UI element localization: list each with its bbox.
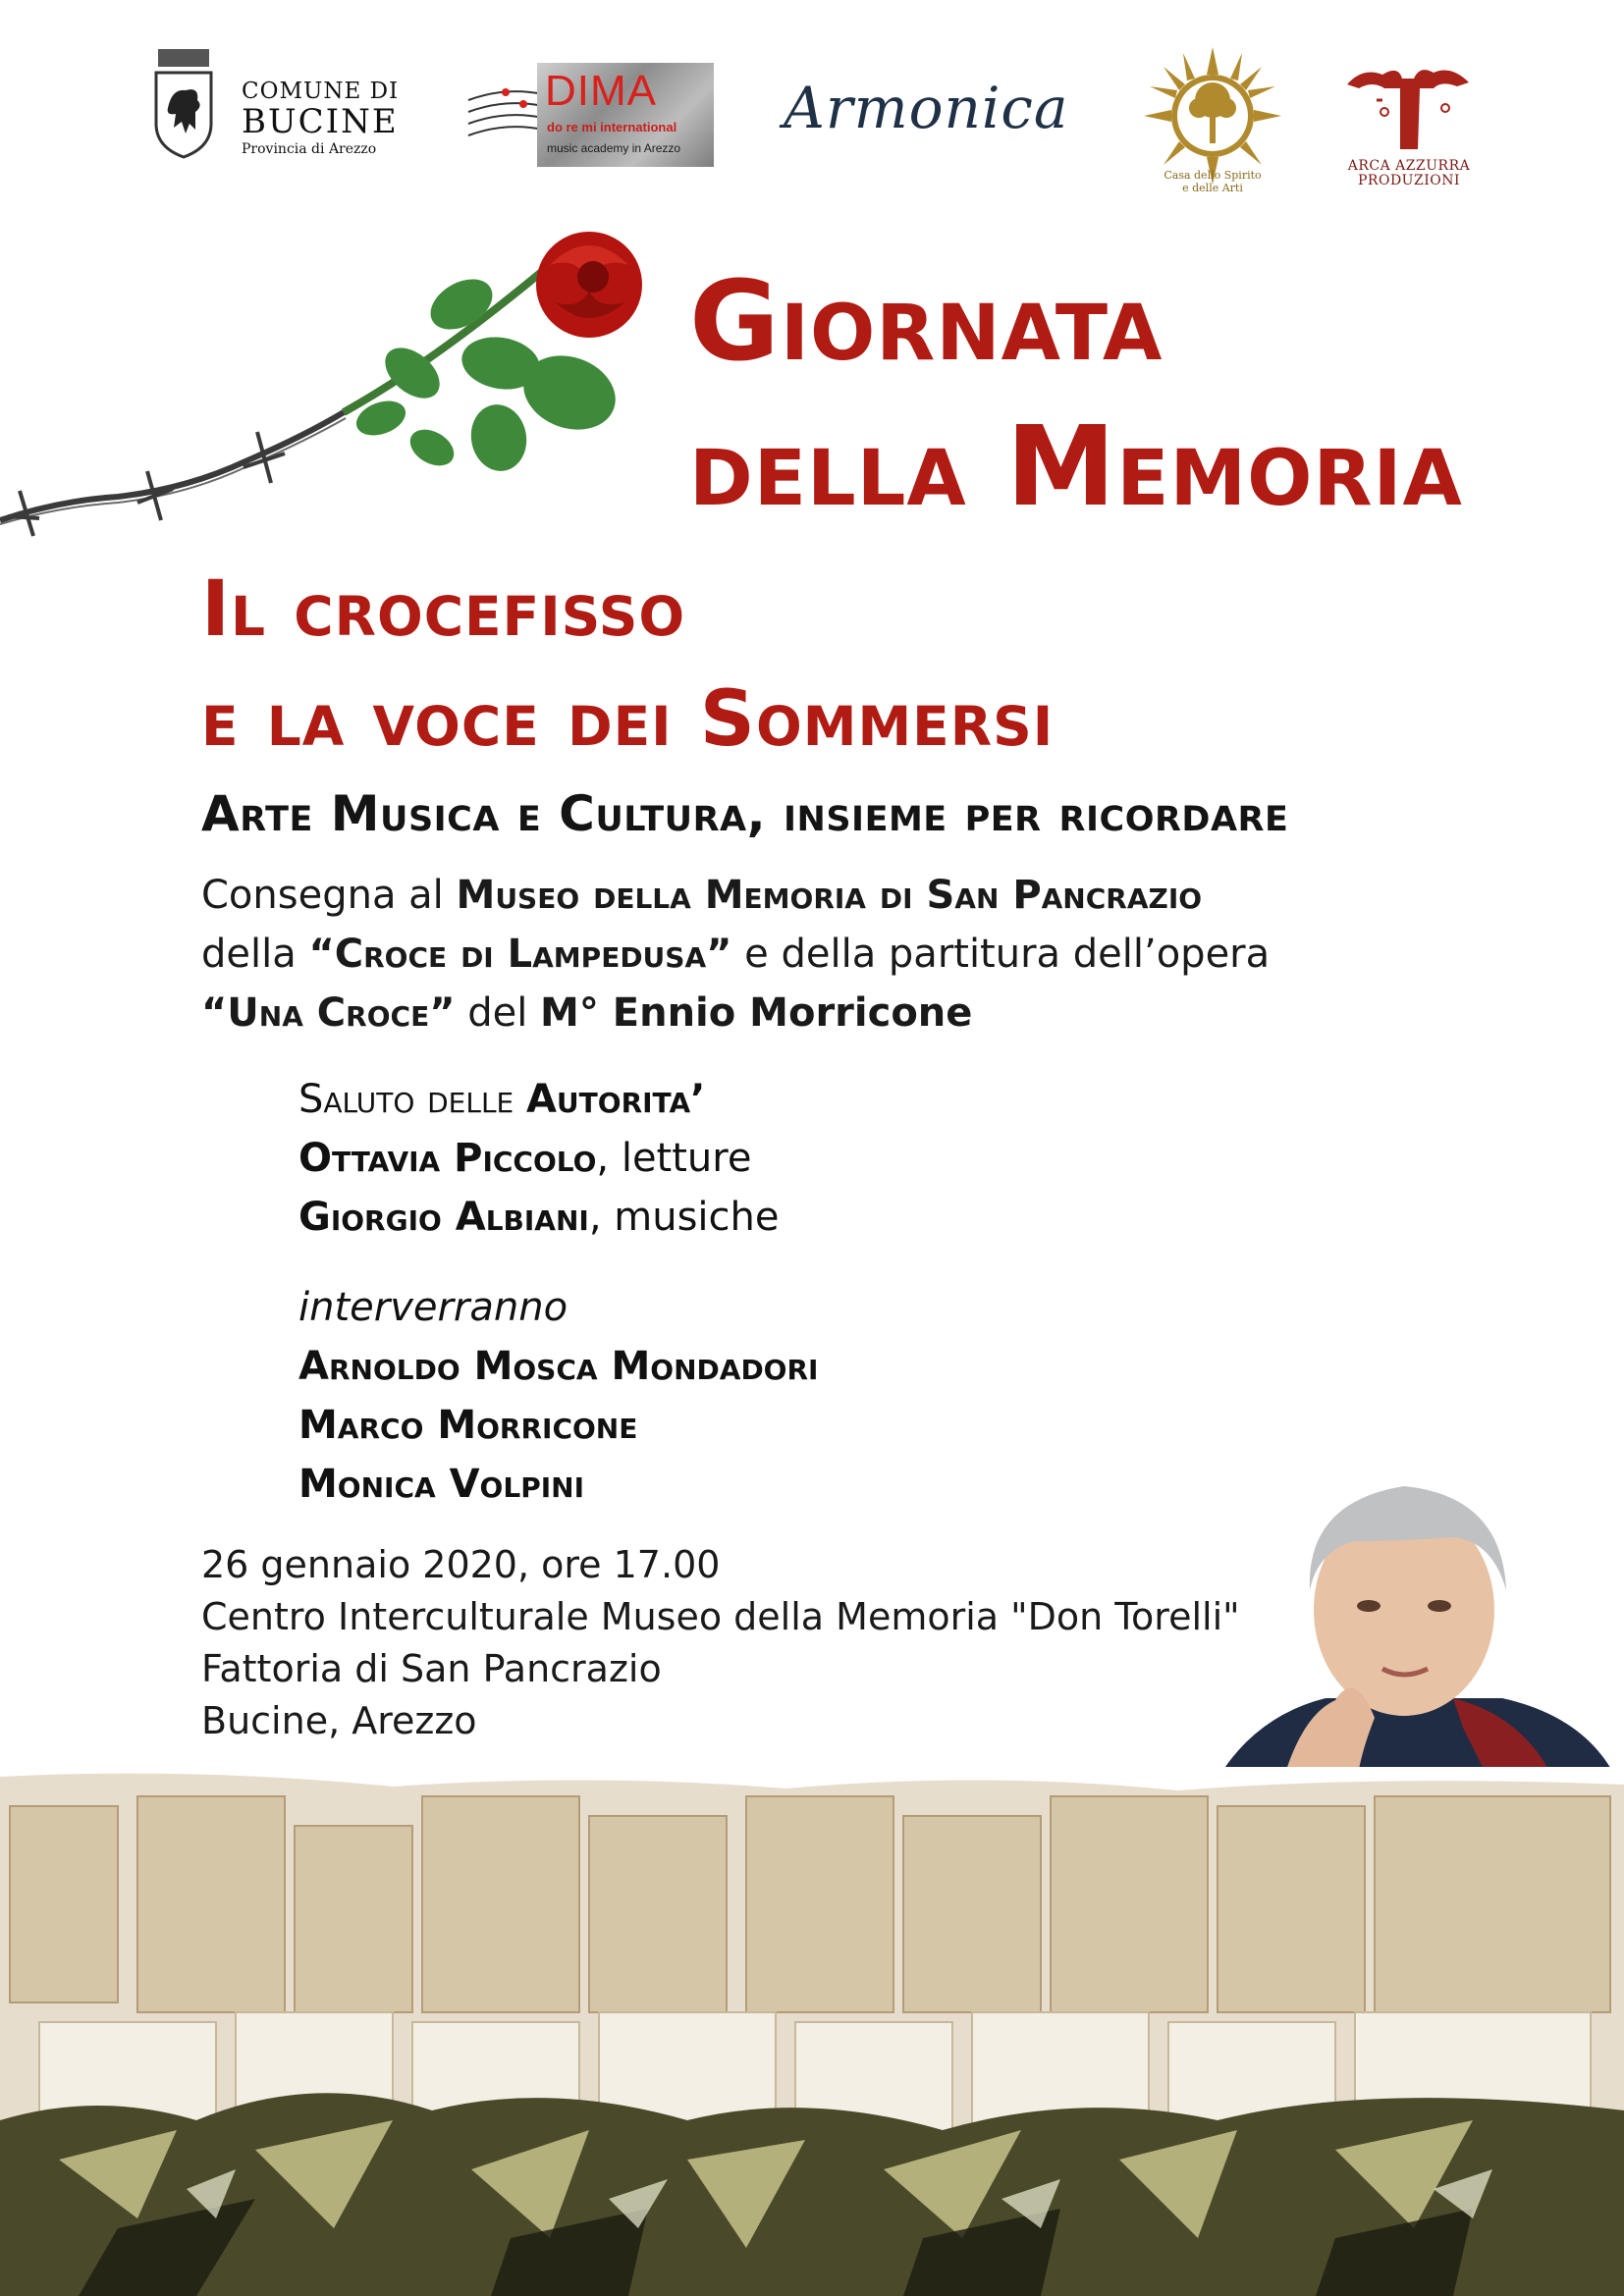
event-city: Bucine, Arezzo: [201, 1699, 477, 1742]
performer-role: , musiche: [588, 1195, 780, 1240]
portrait-photo: [1208, 1472, 1620, 1806]
body-text: della: [201, 932, 309, 977]
program-list: [298, 1070, 779, 1247]
speaker-item: Arnoldo Mosca Mondadori: [298, 1344, 819, 1389]
performer-name: Ottavia Piccolo: [298, 1136, 597, 1181]
body-text: del: [455, 990, 541, 1036]
bucine-line1: COMUNE DI: [242, 79, 400, 104]
event-date: 26 gennaio 2020, ore 17.00: [201, 1543, 721, 1586]
tagline: Arte Musica e Cultura, insieme per ricordare: [201, 785, 1289, 842]
bucine-shield-icon: [152, 49, 215, 159]
body-text: Consegna al: [201, 873, 457, 918]
program-giorgio: [298, 1188, 779, 1247]
description-line3: [201, 984, 1478, 1042]
description-line1: [201, 866, 1478, 925]
speakers-list: [298, 1272, 818, 1514]
saluto-label: Saluto delle: [298, 1077, 526, 1122]
arca-line1: ARCA AZZURRA: [1347, 158, 1471, 174]
logo-dima: [466, 63, 714, 167]
dima-subtitle2: music academy in Arezzo: [547, 141, 681, 155]
main-title-line1: Giornata: [689, 258, 1164, 386]
description-line2: [201, 925, 1478, 984]
program-ottavia: [298, 1129, 779, 1188]
interverranno-label: interverranno: [298, 1285, 568, 1330]
arca-mask-icon: [1343, 61, 1473, 169]
books-foil-image: [0, 1767, 1624, 2296]
rose-barbed-wire-image: [0, 226, 668, 560]
logo-armonica: Armonica: [784, 75, 1069, 141]
event-place: Fattoria di San Pancrazio: [201, 1647, 662, 1690]
casa-line1: Casa dello Spirito: [1164, 169, 1262, 182]
cross-name: “Croce di Lampedusa”: [308, 932, 732, 977]
arca-line2: PRODUZIONI: [1358, 172, 1460, 188]
main-title-line2: della Memoria: [689, 403, 1463, 531]
event-venue: Centro Interculturale Museo della Memoria "Don Torelli": [201, 1595, 1240, 1638]
description: [201, 866, 1478, 1042]
bucine-line2: BUCINE: [242, 102, 399, 141]
dima-lines-icon: [466, 80, 545, 149]
dima-subtitle: do re mi international: [547, 120, 677, 134]
subtitle-line1: Il crocefisso: [201, 565, 686, 654]
casa-line2: e delle Arti: [1182, 182, 1243, 195]
speaker-item: Marco Morricone: [298, 1403, 638, 1448]
performer-name: Giorgio Albiani: [298, 1195, 589, 1240]
composer-name: M° Ennio Morricone: [540, 990, 973, 1036]
speaker-item: Monica Volpini: [298, 1462, 584, 1507]
body-text: e della partitura dell’opera: [731, 932, 1271, 977]
opera-name: “Una Croce”: [201, 990, 456, 1036]
event-info: [201, 1539, 1240, 1747]
museum-name: Museo della Memoria di San Pancrazio: [456, 873, 1203, 918]
performer-role: , letture: [596, 1136, 752, 1181]
autorita-label: Autorita’: [525, 1077, 706, 1122]
dima-title: DIMA: [545, 67, 657, 115]
bucine-line3: Provincia di Arezzo: [242, 141, 377, 157]
program-saluto: [298, 1070, 779, 1129]
subtitle-line2: e la voce dei Sommersi: [201, 675, 1055, 764]
